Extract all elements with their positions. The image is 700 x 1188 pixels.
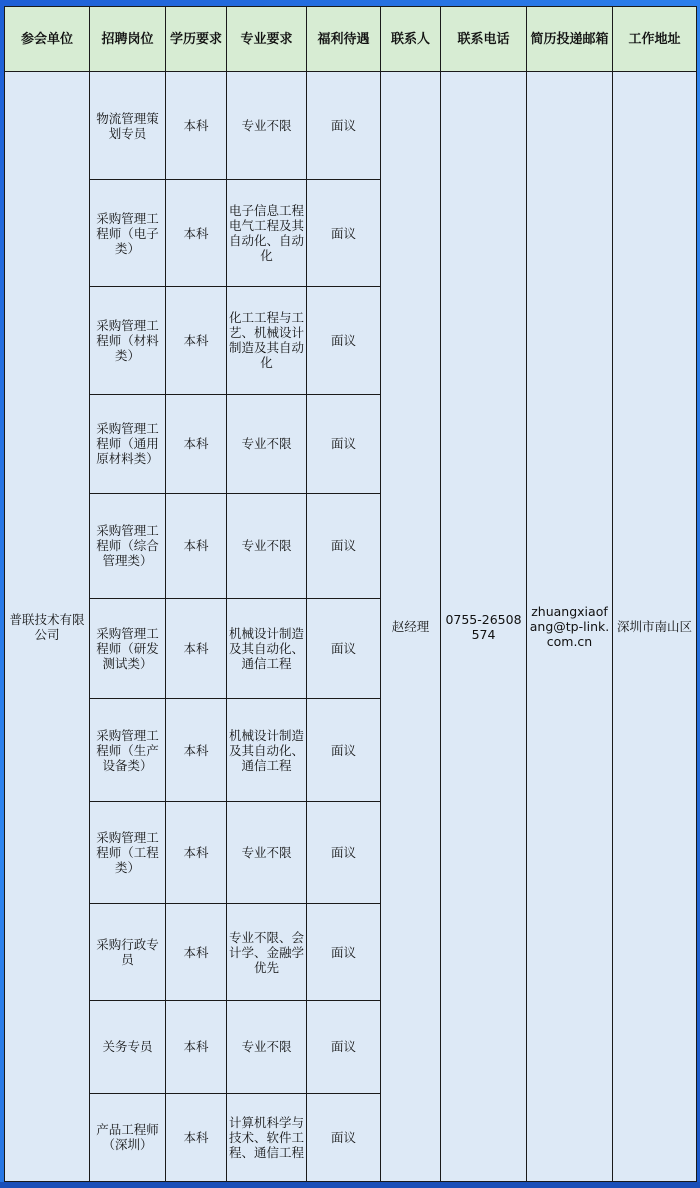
contact-cell: 赵经理 bbox=[381, 72, 441, 1182]
header-major: 专业要求 bbox=[227, 7, 307, 72]
header-address: 工作地址 bbox=[613, 7, 697, 72]
education-cell: 本科 bbox=[166, 72, 227, 180]
education-cell: 本科 bbox=[166, 598, 227, 698]
education-cell: 本科 bbox=[166, 394, 227, 493]
education-cell: 本科 bbox=[166, 493, 227, 598]
header-contact: 联系人 bbox=[381, 7, 441, 72]
position-cell: 采购管理工程师（生产设备类） bbox=[90, 699, 166, 802]
major-cell: 专业不限 bbox=[227, 394, 307, 493]
major-cell: 电子信息工程电气工程及其自动化、自动化 bbox=[227, 180, 307, 287]
position-cell: 采购管理工程师（电子类） bbox=[90, 180, 166, 287]
phone-cell: 0755-26508574 bbox=[441, 72, 527, 1182]
email-cell[interactable]: zhuangxiaofang@tp-link.com.cn bbox=[527, 72, 613, 1182]
header-phone: 联系电话 bbox=[441, 7, 527, 72]
position-cell: 采购管理工程师（工程类） bbox=[90, 802, 166, 904]
benefit-cell: 面议 bbox=[307, 72, 381, 180]
position-cell: 采购管理工程师（综合管理类） bbox=[90, 493, 166, 598]
benefit-cell: 面议 bbox=[307, 802, 381, 904]
benefit-cell: 面议 bbox=[307, 904, 381, 1000]
header-row bbox=[5, 7, 697, 72]
education-cell: 本科 bbox=[166, 699, 227, 802]
background-band bbox=[0, 1182, 700, 1188]
table-body bbox=[5, 72, 697, 1182]
header-email: 简历投递邮箱 bbox=[527, 7, 613, 72]
major-cell: 计算机科学与技术、软件工程、通信工程 bbox=[227, 1093, 307, 1181]
benefit-cell: 面议 bbox=[307, 1000, 381, 1093]
position-cell: 关务专员 bbox=[90, 1000, 166, 1093]
position-cell: 采购管理工程师（通用原材料类） bbox=[90, 394, 166, 493]
major-cell: 专业不限、会计学、金融学优先 bbox=[227, 904, 307, 1000]
recruitment-table bbox=[4, 6, 697, 1182]
major-cell: 化工工程与工艺、机械设计制造及其自动化 bbox=[227, 287, 307, 394]
major-cell: 专业不限 bbox=[227, 493, 307, 598]
benefit-cell: 面议 bbox=[307, 394, 381, 493]
benefit-cell: 面议 bbox=[307, 598, 381, 698]
benefit-cell: 面议 bbox=[307, 180, 381, 287]
company-cell: 普联技术有限公司 bbox=[5, 72, 90, 1182]
education-cell: 本科 bbox=[166, 1000, 227, 1093]
benefit-cell: 面议 bbox=[307, 1093, 381, 1181]
position-cell: 物流管理策划专员 bbox=[90, 72, 166, 180]
major-cell: 专业不限 bbox=[227, 72, 307, 180]
table-row bbox=[5, 72, 697, 180]
major-cell: 专业不限 bbox=[227, 802, 307, 904]
education-cell: 本科 bbox=[166, 180, 227, 287]
benefit-cell: 面议 bbox=[307, 493, 381, 598]
education-cell: 本科 bbox=[166, 287, 227, 394]
position-cell: 采购管理工程师（材料类） bbox=[90, 287, 166, 394]
header-company: 参会单位 bbox=[5, 7, 90, 72]
education-cell: 本科 bbox=[166, 802, 227, 904]
recruitment-table-frame bbox=[4, 6, 696, 1182]
education-cell: 本科 bbox=[166, 904, 227, 1000]
header-education: 学历要求 bbox=[166, 7, 227, 72]
education-cell: 本科 bbox=[166, 1093, 227, 1181]
position-cell: 采购管理工程师（研发测试类） bbox=[90, 598, 166, 698]
position-cell: 采购行政专员 bbox=[90, 904, 166, 1000]
major-cell: 机械设计制造及其自动化、通信工程 bbox=[227, 598, 307, 698]
address-cell: 深圳市南山区 bbox=[613, 72, 697, 1182]
major-cell: 专业不限 bbox=[227, 1000, 307, 1093]
position-cell: 产品工程师（深圳） bbox=[90, 1093, 166, 1181]
benefit-cell: 面议 bbox=[307, 699, 381, 802]
benefit-cell: 面议 bbox=[307, 287, 381, 394]
header-position: 招聘岗位 bbox=[90, 7, 166, 72]
header-benefit: 福利待遇 bbox=[307, 7, 381, 72]
major-cell: 机械设计制造及其自动化、通信工程 bbox=[227, 699, 307, 802]
